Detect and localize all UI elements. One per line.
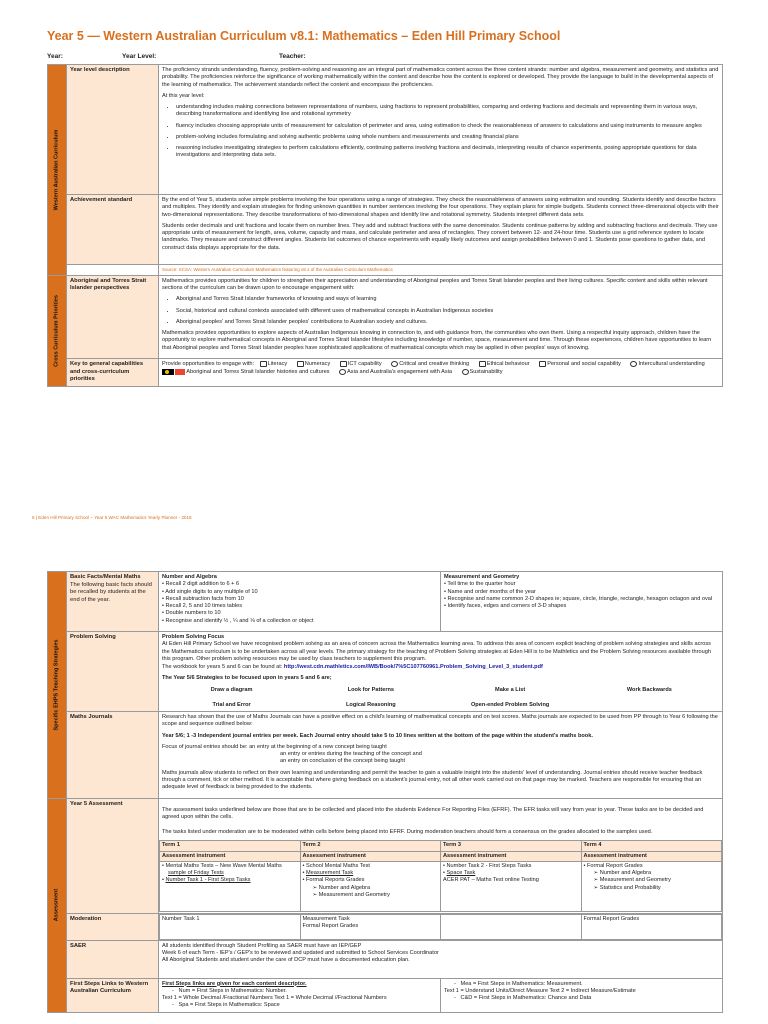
source-note: Source: SCSA: Western Australian Curriculum Mathematics featuring v8.1 of the Australian Curriculum Mathematics	[159, 265, 723, 276]
strategy: Trial and Error	[212, 701, 251, 708]
list-item: • reasoning includes investigating strategies to perform calculations efficiently, continuing patterns involving fractions and decimals, interpreting results of chance experiments, posing appropriate questions for data investigations and interpreting data sets.	[176, 145, 719, 160]
numeracy-icon	[297, 361, 304, 367]
year-level-description: The proficiency strands understanding, fluency, problem-solving and reasoning are an integral part of mathematics content across the three content strands: number and algebra, measurement and geometry, and statistics and probability. The proficiencies reinforce the significance of working mathematically within the content and describe how the content is explored or developed. They provide the language to build in the developmental aspects of the learning of mathematics. The achievement standards reflect the content and encompass the proficiencies. At this year level: • understanding includes making connections between representations of numbers, using fractions to represent probabilities, comparing and ordering fractions and decimals and representing them in various ways, describing transformations and identifying line and rotational symmetry • fluency includes choosing appropriate units of measurement for calculation of perimeter and area, using estimation to check the reasonableness of answers to calculations and using instruments to measure angles • problem-solving includes formulating and solving authentic problems using whole numbers and measurements and creating financial plans • reasoning includes investigating strategies to perform calculations efficiently, continuing patterns involving fractions and decimals, interpreting results of chance experiments, posing appropriate questions for data investigations and interpreting data sets.	[159, 65, 723, 195]
list-item: • understanding includes making connections between representations of numbers, using fractions to represent probabilities, comparing and ordering fractions and decimals and representing them in various ways, describing transformations and identifying line and rotational symmetry	[176, 104, 719, 119]
strategy: Draw a diagram	[210, 686, 253, 693]
basic-facts-label: Basic Facts/Mental Maths The following basic facts should be recalled by students at the end of the year.	[67, 572, 159, 632]
term-header: Term 4	[581, 841, 722, 851]
side-label-ccp: Cross Curriculum Priorities	[48, 275, 67, 386]
term-header: Term 2	[300, 841, 441, 851]
strategy: Look for Patterns	[347, 686, 395, 693]
atsi-label: Aboriginal and Torres Strait Islander perspectives	[67, 275, 159, 358]
ethical-icon	[479, 361, 486, 367]
strategy: Logical Reasoning	[346, 701, 396, 708]
side-label-strategies: Specific EHPS Teaching Strategies	[48, 572, 67, 799]
key-capabilities: Provide opportunities to engage with: Literacy Numeracy ICT capability Critical and creative thinking Ethical behaviour Personal and social capability Intercultural understanding Aboriginal and Torres Strait Islander histories and cultures Asia and Australia's engagement with Asia Sustainability	[159, 358, 723, 386]
problem-solving-label: Problem Solving	[67, 632, 159, 712]
atsi-perspectives: Mathematics provides opportunities for children to strengthen their appreciation and understanding of Aboriginal peoples and Torres Strait Islander peoples and their living cultures. Specific content and skills within relevant sections of the curriculum can be drawn upon to encourage engagement with: • Aboriginal and Torres Strait Islander frameworks of knowing and ways of learning • Social, historical and cultural contexts associated with different uses of mathematical concepts in Australian Indigenous societies • Aboriginal peoples' and Torres Strait Islander peoples' contributions to Australian society and cultures. Mathematics provides opportunities to explore aspects of Australian Indigenous knowing in connection to, and with guidance from, the communities who own them. Using a respectful inquiry approach, children have the opportunity to explore mathematical concepts in Aboriginal and Torres Strait Islander lifestyles including knowledge of number, space, measurement and time. Through these experiences, children have opportunities to learn that Aboriginal peoples and Torres Strait Islander peoples have sophisticated applications of mathematical concepts which may be applied in other peoples' ways of knowing.	[159, 275, 723, 358]
moderation-label: Moderation	[67, 913, 159, 940]
strategy	[580, 702, 719, 709]
year-fields	[47, 53, 306, 61]
asia-icon	[339, 369, 346, 375]
achievement-standard: By the end of Year 5, students solve simple problems involving the four operations using a range of strategies. They check the reasonableness of answers using estimation and rounding. Students identify and describe factors and multiples. They identify and explain strategies for finding unknown quantities in number sentences involving the four operations. They explain plans for simple budgets. Students connect three-dimensional objects with their two-dimensional representations. They describe transformations of two-dimensional shapes and identify line and rotational symmetry. Students interpret different data sets. Students order decimals and unit fractions and locate them on number lines. They add and subtract fractions with the same denominator. Students continue patterns by adding and subtracting fractions and decimals. They use appropriate units of measurement for length, area, volume, capacity and mass, and calculate perimeter and area of rectangles. They convert between 12- and 24-hour time. Students use a grid reference system to locate landmarks. They measure and construct different angles. Students list outcomes of chance experiments with equally likely outcomes and assign probabilities between 0 and 1. Students pose questions to gather data, and construct data displays appropriate for the data.	[159, 195, 723, 265]
list-item: • Social, historical and cultural contexts associated with different uses of mathematical concepts in Australian Indigenous societies	[176, 308, 719, 315]
first-steps-right: - Mea = First Steps in Mathematics: Measurement. Text 1 = Understand Units/Direct Measure Text 2 = Indirect Measure/Estimate - C&D = First Steps in Mathematics: Chance and Data	[441, 978, 723, 1012]
teacher-field: Teacher:	[279, 53, 306, 60]
list-item: • fluency includes choosing appropriate units of measurement for calculation of perimeter and area, using estimation to check the reasonableness of answers to calculations and using instruments to measure angles	[176, 123, 719, 130]
page-footer: 6 | Eden Hill Primary School – Year 5 WAC Mathematics Yearly Planner - 2018	[32, 515, 192, 520]
assessment-label: Year 5 Assessment	[67, 798, 159, 913]
sustainability-icon	[462, 369, 469, 375]
saer-label: SAER	[67, 940, 159, 978]
workbook-link[interactable]: http://west.cdn.mathletics.com/IWB/Book/7%5C107760961.Problem_Solving_Level_3_student.pdf	[283, 664, 543, 671]
achievement-standard-label: Achievement standard	[67, 195, 159, 265]
term-header: Term 3	[441, 841, 582, 851]
first-steps-left: First Steps links are given for each content descriptor. - Num = First Steps in Mathematics: Number. Text 1 = Whole Decimal /Fractional Numbers Text 1 = Whole Decimal //Fractional Numbers - Spa = First Steps in Mathematics: Space	[159, 978, 441, 1012]
first-steps-label: First Steps Links to Western Australian Curriculum	[67, 978, 159, 1012]
saer: All students identified through Student Profiling as SAER must have an IEP/GEP Week 6 of each Term - IEP's / GEP's to be reviewed and updated and submitted to School Services Coordinator All Aboriginal Students and student under the care of DCP must have a documented education plan.	[159, 940, 723, 978]
year-field: Year:	[47, 53, 63, 60]
side-label-wac: Western Australian Curriculum	[48, 65, 67, 276]
year-5-assessment: The assessment tasks underlined below are those that are to be collected and placed into the students Evidence For Reporting Files (EFRF). The EFR tasks will vary from year to year. These tasks are to be decided and agreed upon within the cells. The tasks listed under moderation are to be moderated within cells before being placed into EFRF. During moderation teachers should form a consensus on the grades allocated to the samples used. Term 1 Term 2 Term 3 Term 4 Assessment instrument Assessment instrument Assessment instrument Assessment instrument • Mental Maths Tests – New Wave Mental Maths sample of Friday Tests • Number Task 1 - First Steps Tasks • School Mental Maths Test • Measurement Task • Formal Reports Grades ➢ Number and Algebra ➢ Measurement and Geometry • Number Task 2 - First Steps Tasks • Space Task ACER PAT – Maths Test online Testing • Formal Report Grades ➢ Number and Algebra ➢ Measurement and Geometry ➢ Statistics and Probability	[159, 798, 723, 913]
strategy: Work Backwards	[626, 686, 672, 693]
strategy: Make a List	[495, 686, 526, 693]
curriculum-table	[47, 64, 723, 387]
critical-thinking-icon	[391, 361, 398, 367]
measurement-geometry-facts: Measurement and Geometry • Tell time to the quarter hour • Name and order months of the year • Recognise and name common 2-D shapes ie; square, circle, triangle, rectangle, hexagon octagon and oval • Identify faces, edges and corners of 3-D shapes	[441, 572, 723, 632]
intercultural-icon	[630, 361, 637, 367]
list-item: • problem-solving includes formulating and solving authentic problems using whole numbers and measurements and creating financial plans	[176, 134, 719, 141]
strategy: Open-ended Problem Solving	[470, 701, 550, 708]
list-item: • Aboriginal and Torres Strait Islander frameworks of knowing and ways of learning	[176, 296, 719, 303]
list-item: • Aboriginal peoples' and Torres Strait Islander peoples' contributions to Australian society and cultures.	[176, 319, 719, 326]
ict-icon	[340, 361, 347, 367]
year-level-field: Year Level:	[122, 53, 157, 60]
assessment-terms-table: Term 1 Term 2 Term 3 Term 4 Assessment instrument Assessment instrument Assessment instrument Assessment instrument • Mental Maths Tests – New Wave Mental Maths sample of Friday Tests • Number Task 1 - First Steps Tasks • School Mental Maths Test • Measurement Task • Formal Reports Grades ➢ Number and Algebra ➢ Measurement and Geometry • Number Task 2 - First Steps Tasks • Space Task ACER PAT – Maths Test online Testing • Formal Report Grades ➢ Number and Algebra ➢ Measurement and Geometry ➢ Statistics and Probability	[159, 840, 722, 912]
year-level-description-label: Year level description	[67, 65, 159, 195]
side-label-assessment: Assessment	[48, 798, 67, 1012]
maths-journals: Research has shown that the use of Maths Journals can have a positive effect on a child's learning of mathematical concepts and on test scores. Maths journals are expected to be used from PP through to Year 6 following the scope and sequence outlined below: Year 5/6; 1 -3 Independent journal entries per week. Each Journal entry should take 5 to 10 lines written at the bottom of the page within the student's maths book. Focus of journal entries should be: an entry at the beginning of a new concept being taught an entry or entries during the teaching of the concept and an entry on conclusion of the concept being taught Maths journals allow students to reflect on their own learning and understanding and permit the teacher to gain a valuable insight into the students' level of understanding. Journal entries should receive teacher feedback through a comment, tick or other method. It is acceptable that where giving feedback on a student's journal entry, not all other work carried out on that page may be marked. Teachers are responsible for ensuring that an adequate level of feedback is being provided to the students.	[159, 712, 723, 798]
tsi-flag-icon	[175, 369, 185, 375]
key-label: Key to general capabilities and cross-curriculum priorities	[67, 358, 159, 386]
journals-label: Maths Journals	[67, 712, 159, 798]
literacy-icon	[260, 361, 267, 367]
moderation: Number Task 1 Measurement Task Formal Report Grades Formal Report Grades	[159, 913, 723, 940]
term-header: Term 1	[160, 841, 301, 851]
page-title: Year 5 — Western Australian Curriculum v8.1: Mathematics – Eden Hill Primary School	[47, 29, 561, 43]
number-algebra-facts: Number and Algebra • Recall 2 digit addition to 6 + 6 • Add single digits to any multiple of 10 • Recall subtraction facts from 10 • Recall 2, 5 and 10 times tables • Double numbers to 10 • Recognise and identify ½ , ¼ and ⅛ of a collection or object	[159, 572, 441, 632]
problem-solving: Problem Solving Focus At Eden Hill Primary School we have recognised problem solving as an area of concern across the Mathematics learning area. To address this area of concern explicit teaching of problem solving strategies and skills across the Mathematics curriculum is to be undertaken across all year levels. The primary strategy for the teaching of Problem Solving strategies at Eden Hill is to be Mathletics and the Problem Solving resources available through this program. Other problem solving resources may be used by class teachers to supplement this program. The workbook for years 5 and 6 can be found at: http://west.cdn.mathletics.com/IWB/Book/7%5C107760961.Problem_Solving_Level_3_student.pdf The Year 5/6 Strategies to be focused upon in years 5 and 6 are; Draw a diagram Look for Patterns Make a List Work Backwards Trial and Error Logical Reasoning Open-ended Problem Solving	[159, 632, 723, 712]
strategies-table	[47, 571, 723, 1013]
personal-social-icon	[539, 361, 546, 367]
aboriginal-flag-icon	[162, 369, 174, 375]
